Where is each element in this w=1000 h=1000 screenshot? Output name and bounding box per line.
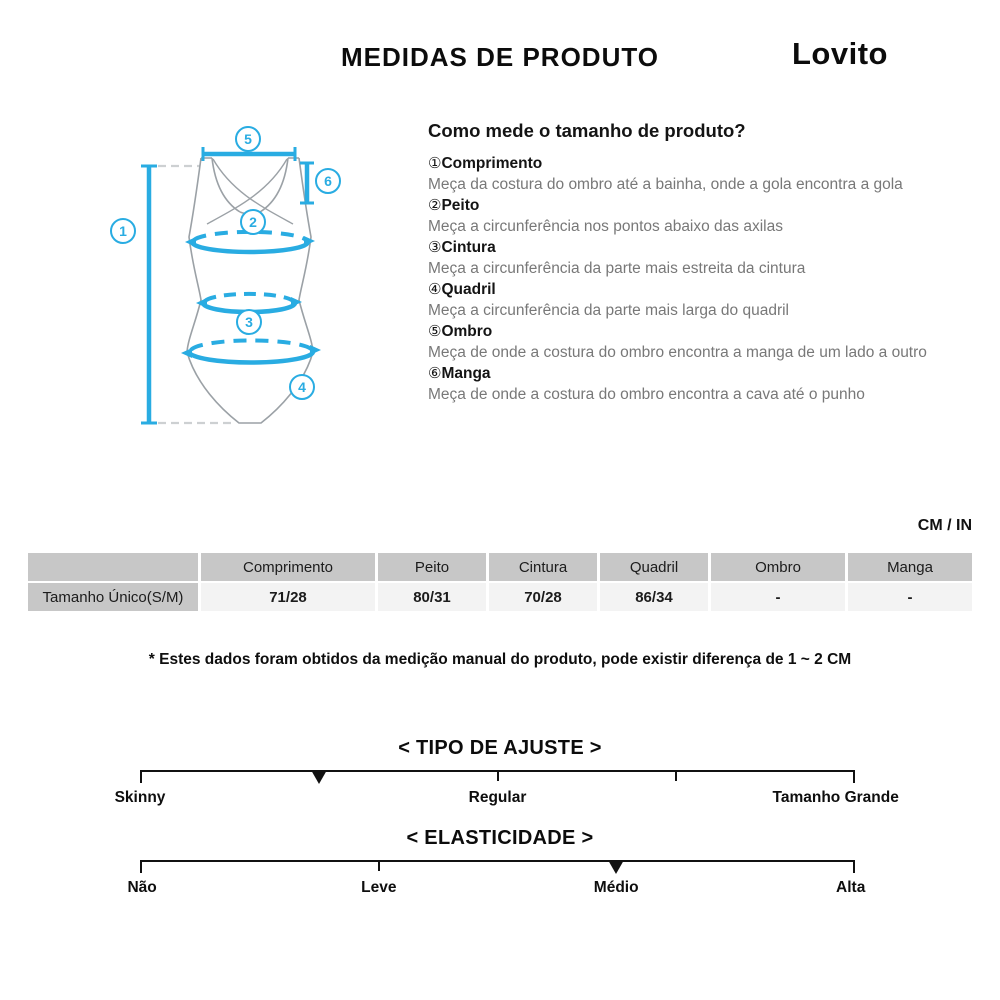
elasticity-marker (608, 860, 624, 874)
garment-diagram (100, 110, 400, 450)
item-number: ④ (428, 281, 442, 298)
scale-end-cap (853, 860, 855, 873)
guide-item-quadril (428, 279, 933, 321)
item-name: Cintura (441, 239, 496, 256)
measure-indicators (141, 147, 314, 423)
scale-end-cap (140, 770, 142, 783)
header-cell-quadril: Quadril (600, 553, 708, 581)
item-description: Meça a circunferência da parte mais larga do quadril (428, 302, 789, 319)
header-cell-empty (28, 553, 198, 581)
item-name: Manga (441, 365, 491, 382)
scale-tick (378, 860, 380, 871)
size-table (28, 553, 972, 613)
header-cell-manga: Manga (848, 553, 972, 581)
brand-logo: Lovito (792, 36, 888, 71)
marker-num-6: 6 (324, 173, 332, 189)
marker-num-1: 1 (119, 223, 127, 239)
item-description: Meça de onde a costura do ombro encontra a manga de um lado a outro (428, 344, 927, 361)
item-number: ③ (428, 239, 442, 256)
item-description: Meça de onde a costura do ombro encontra a cava até o punho (428, 386, 865, 403)
elasticity-scale (127, 860, 866, 896)
waist-measure-dashed (205, 294, 293, 301)
marker-num-5: 5 (244, 131, 252, 147)
hip-measure-solid (189, 351, 313, 363)
header-cell-cintura: Cintura (489, 553, 597, 581)
item-name: Peito (441, 197, 480, 214)
strap-inner-right (260, 158, 288, 212)
fit-scale (114, 770, 899, 806)
fit-marker (311, 770, 327, 784)
value-cell: 80/31 (378, 583, 486, 611)
item-description: Meça da costura do ombro até a bainha, onde a gola encontra a gola (428, 176, 903, 193)
item-number: ⑤ (428, 323, 442, 340)
size-label-cell: Tamanho Único(S/M) (28, 583, 198, 611)
item-description: Meça a circunferência da parte mais estreita da cintura (428, 260, 806, 277)
scale-label-nao: Não (127, 879, 157, 896)
fit-scale-title: < TIPO DE AJUSTE > (398, 737, 602, 759)
scale-tick (675, 770, 677, 781)
item-name: Comprimento (441, 155, 543, 172)
guide-item-cintura (428, 237, 933, 279)
measurement-disclaimer: * Estes dados foram obtidos da medição manual do produto, pode existir diferença de 1 ~ 2 CM (148, 651, 852, 668)
measure-guide (428, 120, 933, 405)
scale-end-cap (140, 860, 142, 873)
item-number: ⑥ (428, 365, 442, 382)
table-row (28, 583, 972, 611)
marker-num-4: 4 (298, 379, 306, 395)
scale-label-skinny: Skinny (114, 789, 166, 806)
page-title: MEDIDAS DE PRODUTO (341, 42, 659, 72)
header-cell-peito: Peito (378, 553, 486, 581)
scale-label-tamanho-grande: Tamanho Grande (772, 789, 899, 806)
value-cell: 70/28 (489, 583, 597, 611)
guide-heading: Como mede o tamanho de produto? (428, 120, 746, 141)
scale-tick (497, 770, 499, 781)
scale-end-cap (853, 770, 855, 783)
hip-measure-dashed (191, 340, 311, 350)
header-cell-ombro: Ombro (711, 553, 845, 581)
item-number: ② (428, 197, 442, 214)
marker-num-3: 3 (245, 314, 253, 330)
value-cell: - (848, 583, 972, 611)
dashed-guide-lines (158, 166, 235, 423)
marker-num-2: 2 (249, 214, 257, 230)
item-name: Quadril (441, 281, 496, 298)
table-header-row (28, 553, 972, 581)
item-name: Ombro (441, 323, 493, 340)
guide-item-ombro (428, 321, 933, 363)
scale-label-regular: Regular (468, 789, 527, 806)
value-cell: 71/28 (201, 583, 375, 611)
value-cell: - (711, 583, 845, 611)
chest-measure-solid (192, 242, 308, 252)
elasticity-scale-title: < ELASTICIDADE > (406, 827, 594, 849)
item-description: Meça a circunferência nos pontos abaixo das axilas (428, 218, 783, 235)
guide-item-peito (428, 195, 933, 237)
strap-inner-left (212, 158, 240, 212)
guide-item-comprimento (428, 153, 933, 195)
value-cell: 86/34 (600, 583, 708, 611)
guide-item-manga (428, 363, 933, 405)
units-label: CM / IN (917, 517, 972, 534)
scale-label-leve: Leve (361, 879, 397, 896)
header-cell-comprimento: Comprimento (201, 553, 375, 581)
scale-label-medio: Médio (593, 879, 639, 896)
scale-label-alta: Alta (836, 879, 866, 896)
item-number: ① (428, 155, 442, 172)
